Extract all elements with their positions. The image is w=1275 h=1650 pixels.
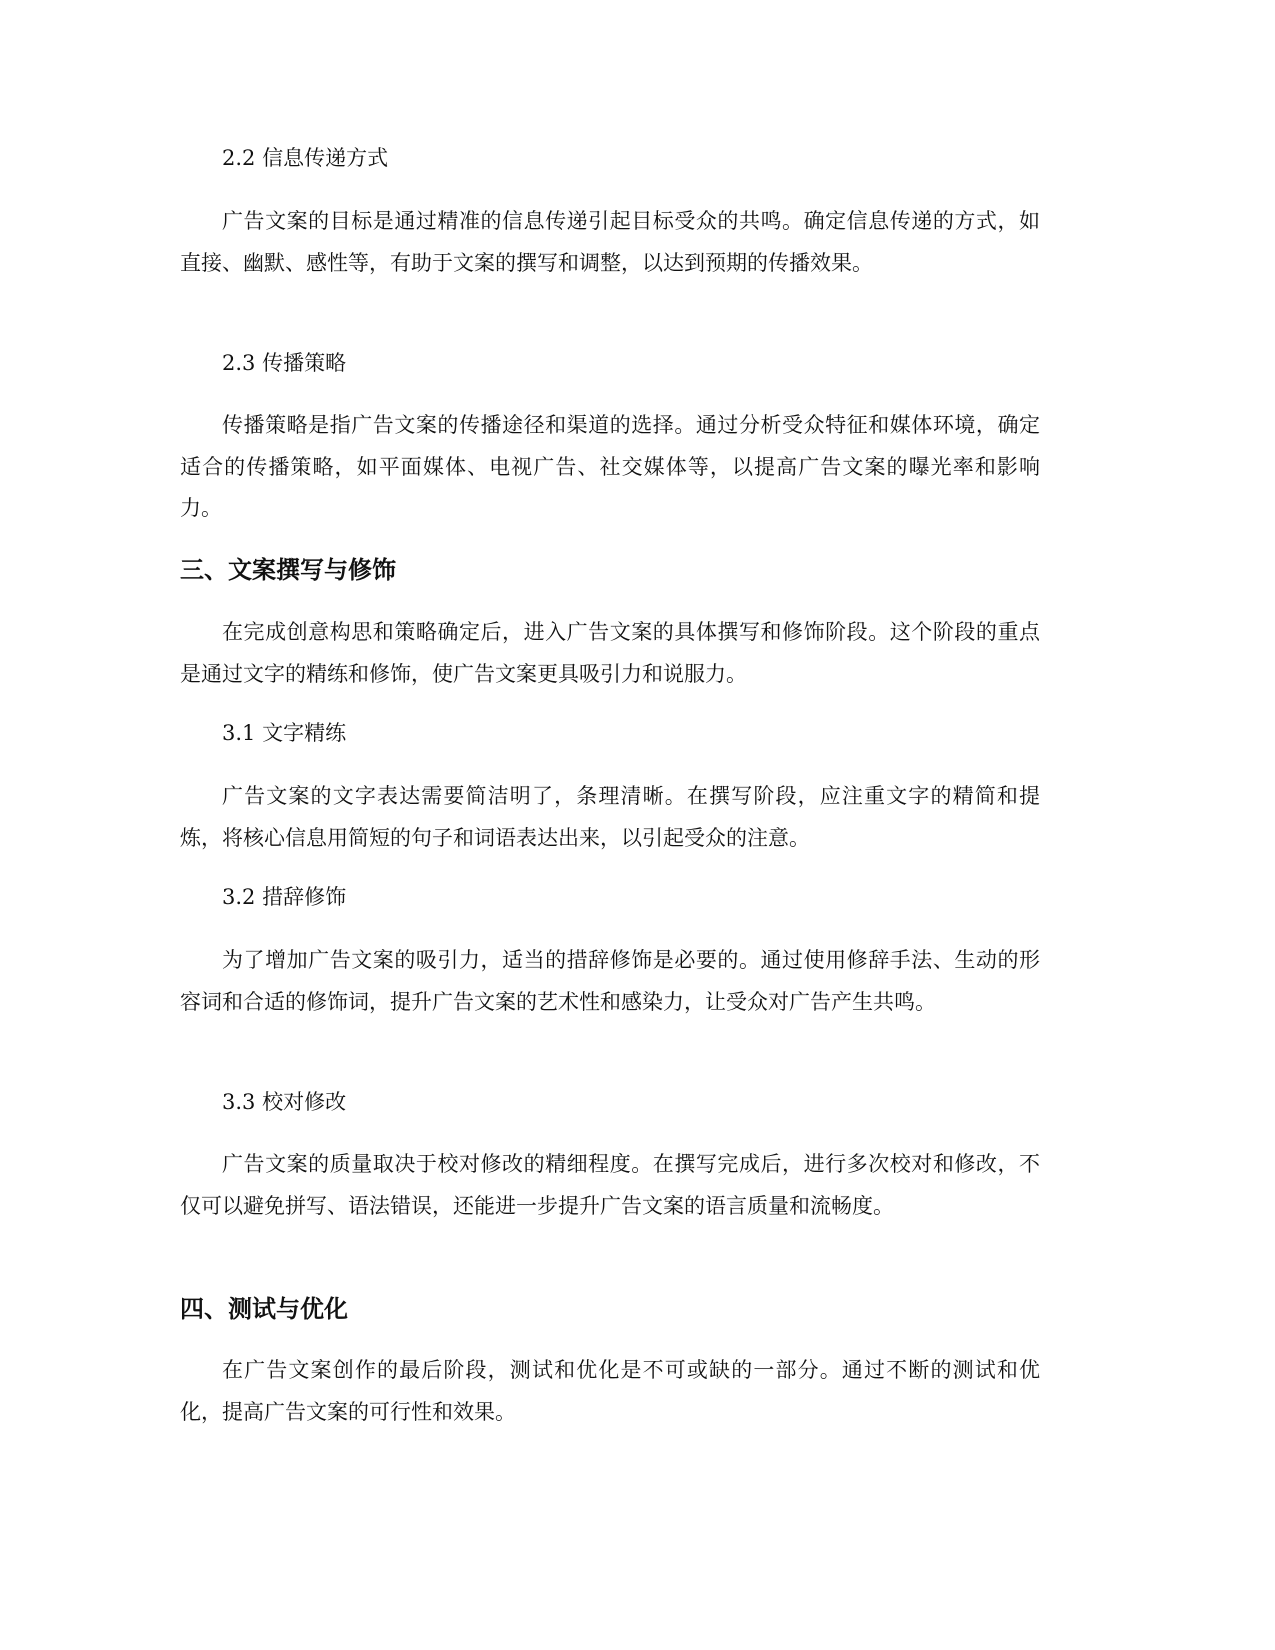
paragraph-3-3: 广告文案的质量取决于校对修改的精细程度。在撰写完成后，进行多次校对和修改，不仅可以避免拼写、语法错误，还能进一步提升广告文案的语言质量和流畅度。 [180, 1152, 1040, 1218]
subheading-3-3: 3.3 校对修改 [222, 1090, 347, 1114]
section-heading-3: 三、文案撰写与修饰 [180, 556, 396, 584]
section-heading-4: 四、测试与优化 [180, 1295, 348, 1323]
paragraph-2-3: 传播策略是指广告文案的传播途径和渠道的选择。通过分析受众特征和媒体环境，确定适合的传播策略，如平面媒体、电视广告、社交媒体等，以提高广告文案的曝光率和影响力。 [180, 413, 1040, 520]
paragraph-2-2: 广告文案的目标是通过精准的信息传递引起目标受众的共鸣。确定信息传递的方式，如直接、幽默、感性等，有助于文案的撰写和调整，以达到预期的传播效果。 [180, 209, 1040, 275]
paragraph-3-intro: 在完成创意构思和策略确定后，进入广告文案的具体撰写和修饰阶段。这个阶段的重点是通过文字的精练和修饰，使广告文案更具吸引力和说服力。 [180, 620, 1040, 686]
subheading-3-1: 3.1 文字精练 [222, 721, 347, 745]
paragraph-4-intro: 在广告文案创作的最后阶段，测试和优化是不可或缺的一部分。通过不断的测试和优化，提高广告文案的可行性和效果。 [180, 1358, 1040, 1424]
paragraph-3-1: 广告文案的文字表达需要简洁明了，条理清晰。在撰写阶段，应注重文字的精简和提炼，将核心信息用简短的句子和词语表达出来，以引起受众的注意。 [180, 784, 1040, 850]
subheading-2-3: 2.3 传播策略 [222, 351, 347, 375]
subheading-3-2: 3.2 措辞修饰 [222, 885, 347, 909]
subheading-2-2: 2.2 信息传递方式 [222, 146, 389, 170]
document-page [180, 0, 1040, 1650]
paragraph-3-2: 为了增加广告文案的吸引力，适当的措辞修饰是必要的。通过使用修辞手法、生动的形容词和合适的修饰词，提升广告文案的艺术性和感染力，让受众对广告产生共鸣。 [180, 948, 1040, 1014]
